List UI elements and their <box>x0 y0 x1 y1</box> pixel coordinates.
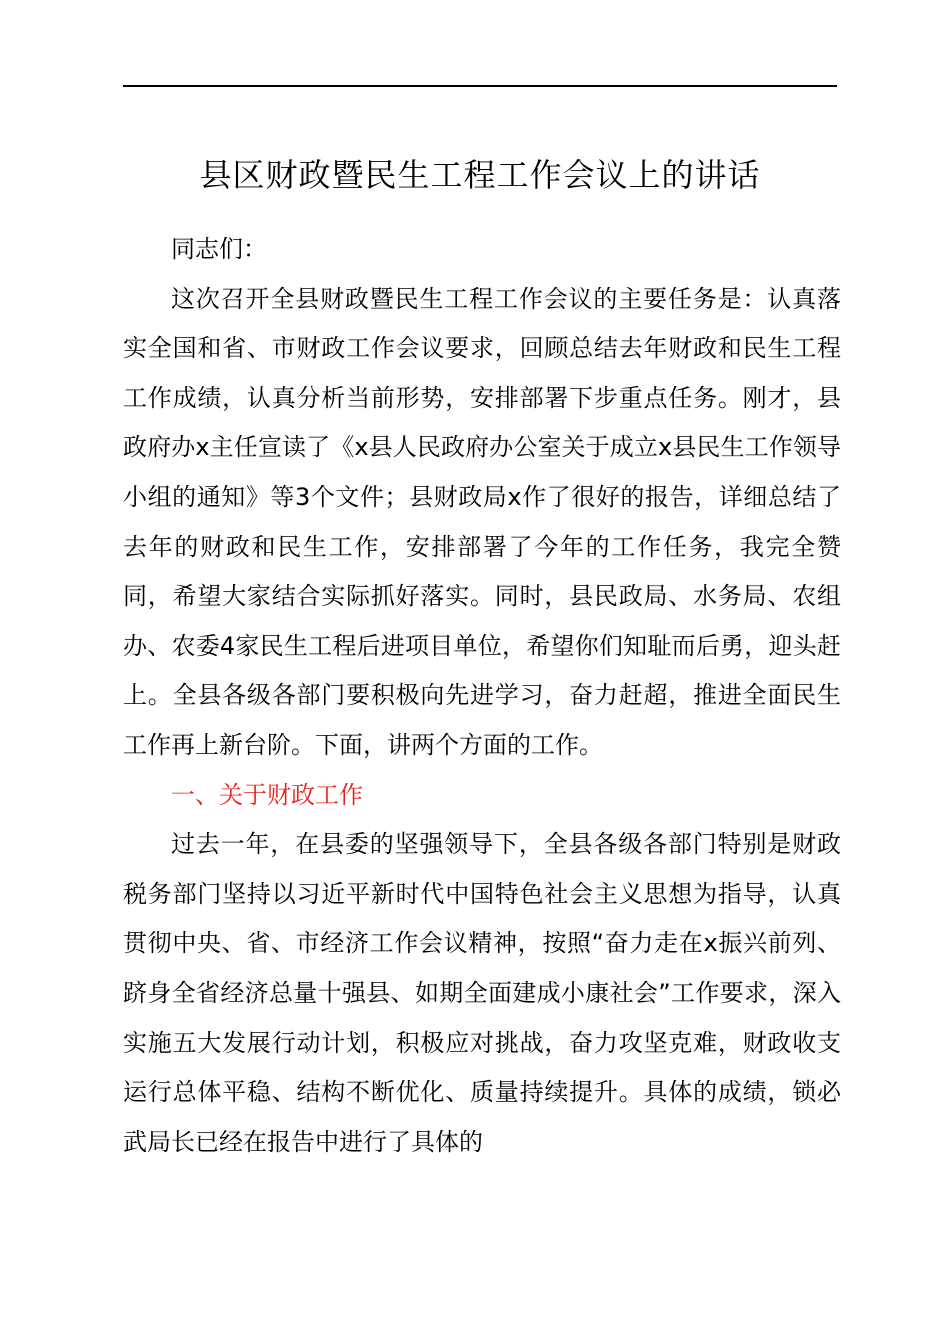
document-body <box>123 225 841 1167</box>
page-title: 县区财政暨民生工程工作会议上的讲话 <box>199 156 761 194</box>
intro-paragraph: 这次召开全县财政暨民生工程工作会议的主要任务是：认真落实全国和省、市财政工作会议要求，回顾总结去年财政和民生工程工作成绩，认真分析当前形势，安排部署下步重点任务。刚才，县政府办x主任宣读了《x县人民政府办公室关于成立x县民生工作领导小组的通知》等3个文件；县财政局x作了很好的报告，详细总结了去年的财政和民生工作，安排部署了今年的工作任务，我完全赞同，希望大家结合实际抓好落实。同时，县民政局、水务局、农组办、农委4家民生工程后进项目单位，希望你们知耻而后勇，迎头赶上。全县各级各部门要积极向先进学习，奋力赶超，推进全面民生工作再上新台阶。下面，讲两个方面的工作。 <box>123 284 841 759</box>
section-heading: 一、关于财政工作 <box>171 780 363 809</box>
section-paragraph: 过去一年，在县委的坚强领导下，全县各级各部门特别是财政税务部门坚持以习近平新时代中国特色社会主义思想为指导，认真贯彻中央、省、市经济工作会议精神，按照“奋力走在x振兴前列、跻身全省经济总量十强县、如期全面建成小康社会”工作要求，深入实施五大发展行动计划，积极应对挑战，奋力攻坚克难，财政收支运行总体平稳、结构不断优化、质量持续提升。具体的成绩，锁必武局长已经在报告中进行了具体的 <box>123 830 841 1156</box>
salutation: 同志们： <box>171 235 267 263</box>
header-rule <box>123 85 837 87</box>
